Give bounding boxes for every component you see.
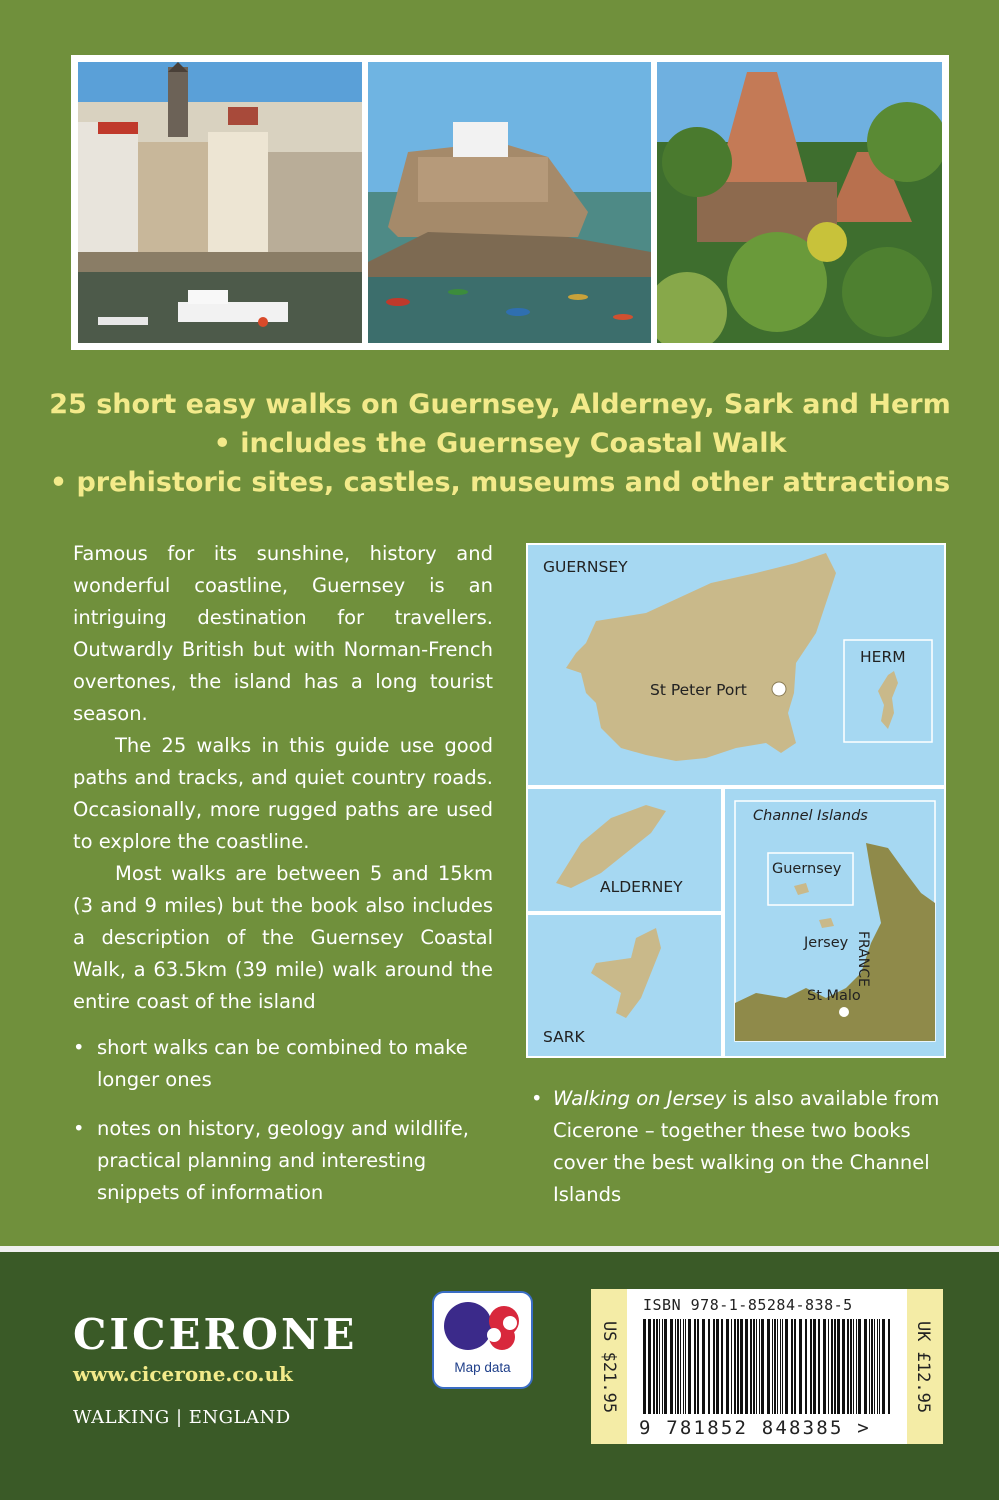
headline-line-3: • prehistoric sites, castles, museums and other attractions xyxy=(49,467,951,498)
pottery-kilns-photo xyxy=(657,62,942,343)
list-item-text: notes on history, geology and wildlife, practical planning and interesting snippets of information xyxy=(97,1117,469,1204)
map-label-sark: SARK xyxy=(543,1028,585,1046)
map-label-herm: HERM xyxy=(860,648,906,666)
map-label-alderney: ALDERNEY xyxy=(600,878,683,896)
map-label-jersey: Jersey xyxy=(804,935,849,951)
isbn-text: ISBN 978-1-85284-838-5 xyxy=(643,1296,853,1314)
headline xyxy=(40,385,960,502)
barcode-number: 9 781852 848385 > xyxy=(639,1417,871,1439)
jersey-note-text xyxy=(531,1083,971,1211)
description-paragraph: Most walks are between 5 and 15km (3 and 9 miles) but the book also includes a description of the Guernsey Coastal Walk, a 63.5km (39 mile) walk around the entire coast of the island xyxy=(73,862,493,1013)
headline-line-1: 25 short easy walks on Guernsey, Alderney, Sark and Herm xyxy=(49,389,951,420)
jersey-note-rest: is also available from Cicerone – together these two books cover the best walking on the Channel Islands xyxy=(553,1087,940,1206)
description-paragraph: Famous for its sunshine, history and wonderful coastline, Guernsey is an intriguing destination for travellers. Outwardly British but with Norman-French overtones, the island has a long tourist season. xyxy=(73,542,493,725)
channel-islands-map xyxy=(526,543,946,1058)
os-logo-icon xyxy=(434,1293,531,1359)
barcode-icon xyxy=(643,1319,893,1414)
publisher-logo: CICERONE xyxy=(73,1310,358,1359)
castle-islet-photo xyxy=(368,62,651,343)
bullet-icon: • xyxy=(73,1117,85,1140)
map-label-france: FRANCE xyxy=(855,931,871,987)
map-label-st-malo: St Malo xyxy=(807,988,861,1004)
list-item-text: short walks can be combined to make longer ones xyxy=(97,1036,468,1091)
uk-price-strip xyxy=(907,1289,943,1444)
map-label-inset-guernsey: Guernsey xyxy=(772,861,842,877)
description xyxy=(73,538,493,1018)
category-label: WALKING | ENGLAND xyxy=(73,1407,291,1428)
list-item xyxy=(73,1032,493,1096)
map-label-guernsey: GUERNSEY xyxy=(543,558,628,576)
description-paragraph: The 25 walks in this guide use good paths and tracks, and quiet country roads. Occasionally, more rugged paths are used to explore the coastline. xyxy=(73,734,493,853)
feature-list xyxy=(73,1032,493,1226)
bullet-icon: • xyxy=(531,1087,543,1110)
harbour-town-photo xyxy=(78,62,362,343)
os-badge-label: Map data xyxy=(454,1360,511,1375)
list-item xyxy=(73,1113,493,1209)
us-price: US $21.95 xyxy=(599,1320,620,1414)
map-label-st-peter-port: St Peter Port xyxy=(650,681,747,699)
jersey-book-title: Walking on Jersey xyxy=(553,1087,727,1110)
us-price-strip xyxy=(591,1289,627,1444)
map-label-channel-islands: Channel Islands xyxy=(753,808,868,824)
bullet-icon: • xyxy=(73,1036,85,1059)
uk-price: UK £12.95 xyxy=(913,1320,934,1414)
os-map-data-badge xyxy=(432,1291,533,1389)
photo-strip xyxy=(71,55,949,350)
publisher-url[interactable]: www.cicerone.co.uk xyxy=(73,1362,293,1386)
barcode-panel xyxy=(591,1289,943,1444)
headline-line-2: • includes the Guernsey Coastal Walk xyxy=(213,428,787,459)
jersey-note xyxy=(531,1083,971,1211)
